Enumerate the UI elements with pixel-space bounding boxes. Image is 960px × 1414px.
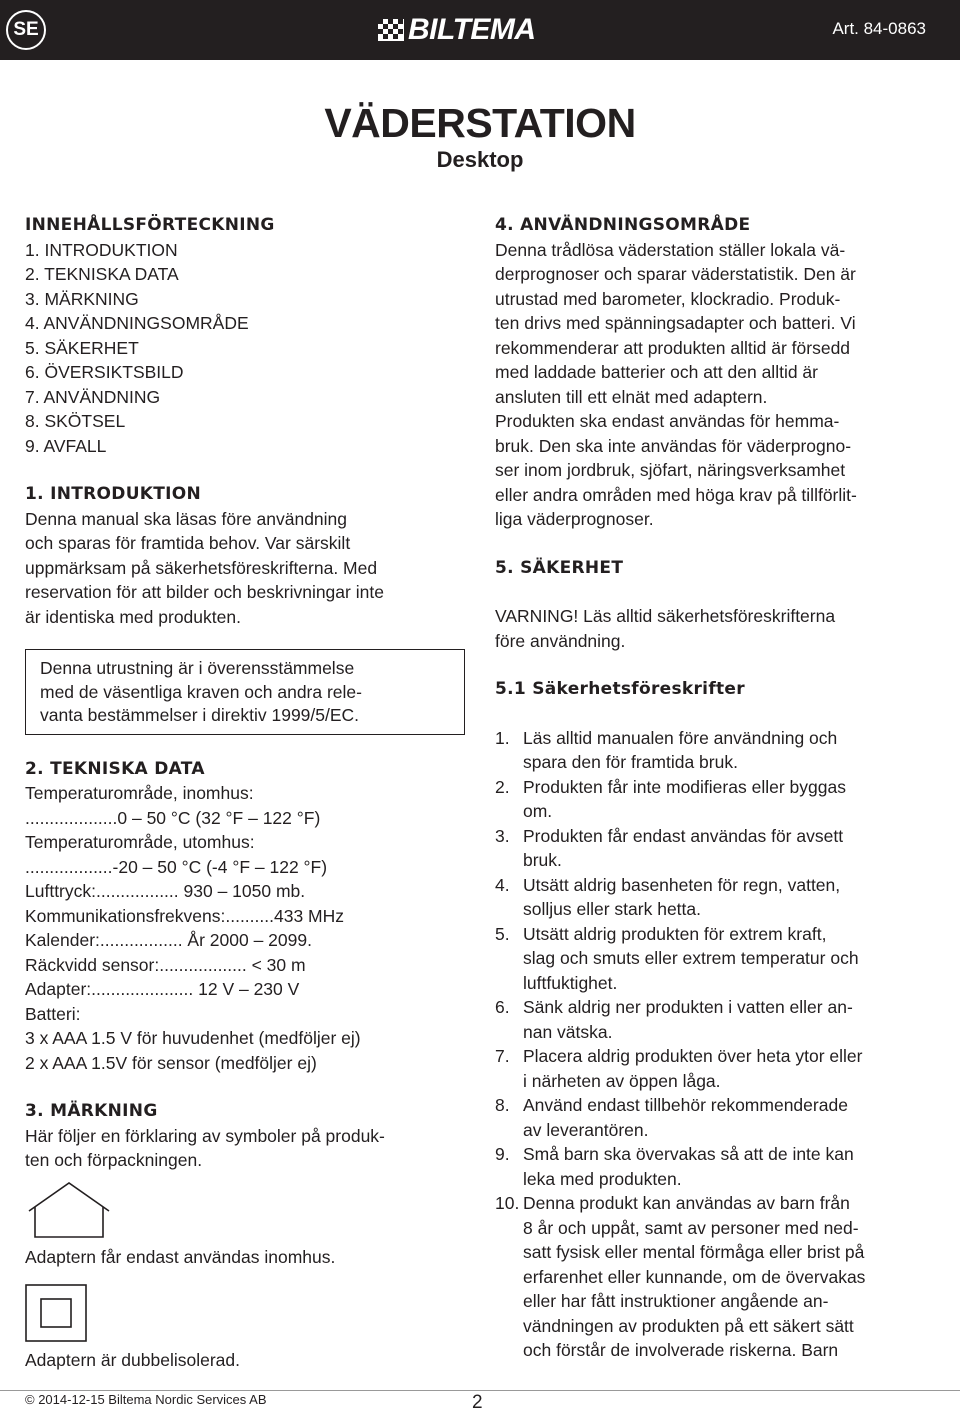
toc-item: 2. TEKNISKA DATA <box>25 264 179 284</box>
header-bar <box>0 0 960 60</box>
right-column <box>495 213 943 1363</box>
intro-text <box>25 507 465 630</box>
toc-list <box>25 238 465 459</box>
list-item-number: 2. <box>495 776 510 797</box>
text-line: vändningen av produkten på ett säkert sätt <box>523 1315 854 1336</box>
page-number: 2 <box>472 1392 483 1413</box>
footer-divider <box>0 1390 960 1391</box>
text-line: luftfuktighet. <box>523 972 618 993</box>
usage-text <box>495 238 943 532</box>
text-line: om. <box>523 801 553 821</box>
toc-item: 5. SÄKERHET <box>25 337 139 358</box>
text-line: Denna utrustning är i överensstämmelse <box>40 658 355 678</box>
list-item <box>495 1044 943 1093</box>
document-title-text: VÄDERSTATION <box>324 100 636 146</box>
toc-item: 3. MÄRKNING <box>25 288 139 309</box>
text-line: Produkten ska endast användas för hemma- <box>495 411 840 431</box>
text-line: bruk. Den ska inte användas för väderprogno- <box>495 435 852 456</box>
text-line: vanta bestämmelser i direktiv 1999/5/EC. <box>40 705 360 725</box>
list-item-number: 3. <box>495 825 510 846</box>
list-item <box>495 922 943 996</box>
text-line: leka med produkten. <box>523 1168 682 1189</box>
text-line: eller har fått instruktioner angående an- <box>523 1291 829 1311</box>
text-line: Denna manual ska läsas före användning <box>25 508 348 529</box>
text-line: Här följer en förklaring av symboler på produk- <box>25 1125 385 1146</box>
text-line: och förstår de involverade riskerna. Barn <box>523 1340 839 1360</box>
list-item-number: 10. <box>495 1193 520 1213</box>
spec-line: Adapter:..................... 12 V – 230 V <box>25 979 300 999</box>
document-title <box>0 100 960 147</box>
warning-line: före användning. <box>495 630 626 651</box>
spec-line: Batteri: <box>25 1003 81 1024</box>
double-insulated-symbol <box>25 1284 465 1349</box>
list-item <box>495 824 943 873</box>
text-line: liga väderprognoser. <box>495 509 654 529</box>
text-line: spara den för framtida bruk. <box>523 752 738 772</box>
warning-line: VARNING! Läs alltid säkerhetsföreskrifterna <box>495 606 836 626</box>
text-line: av leverantören. <box>523 1119 649 1140</box>
text-line: Utsätt aldrig produkten för extrem kraft, <box>523 923 827 944</box>
text-line: satt fysisk eller mental förmåga eller brist på <box>523 1242 865 1262</box>
list-item-number: 9. <box>495 1144 510 1164</box>
spec-line: 2 x AAA 1.5V för sensor (medföljer ej) <box>25 1052 317 1073</box>
text-line: ansluten till ett elnät med adaptern. <box>495 386 768 407</box>
text-line: Denna trådlösa väderstation ställer lokala vä- <box>495 239 846 260</box>
spec-line: ...................0 – 50 °C (32 °F – 122 °F) <box>25 807 321 828</box>
spec-line: ..................-20 – 50 °C (-4 °F – 122 °F) <box>25 856 328 877</box>
list-item-number: 8. <box>495 1095 510 1115</box>
text-line: Placera aldrig produkten över heta ytor eller <box>523 1046 863 1066</box>
safety-rules-list <box>495 726 943 1363</box>
footer-copyright: © 2014-12-15 Biltema Nordic Services AB <box>25 1392 267 1407</box>
text-line: med de väsentliga kraven och andra rele- <box>40 681 362 702</box>
safety-heading: 5. SÄKERHET <box>495 557 624 578</box>
usage-heading: 4. ANVÄNDNINGSOMRÅDE <box>495 215 751 235</box>
text-line: eller andra områden med höga krav på tillförlit- <box>495 484 857 505</box>
document-subtitle: Desktop <box>436 147 524 172</box>
article-number: Art. 84-0863 <box>832 19 926 38</box>
spec-line: Räckvidd sensor:.................. < 30 m <box>25 954 306 975</box>
toc-item: 1. INTRODUKTION <box>25 239 178 260</box>
list-item <box>495 995 943 1044</box>
toc-item: 7. ANVÄNDNING <box>25 386 161 407</box>
left-column <box>25 213 465 1373</box>
checkered-flag-icon <box>378 19 404 41</box>
safety-subheading: 5.1 Säkerhetsföreskrifter <box>495 679 745 699</box>
list-item <box>495 775 943 824</box>
text-line: bruk. <box>523 850 562 870</box>
text-line: ser inom jordbruk, sjöfart, näringsverksamhet <box>495 460 846 480</box>
text-line: reservation för att bilder och beskrivningar inte <box>25 582 384 602</box>
text-line: derprognoser och sparar väderstatistik. Den är <box>495 264 856 284</box>
compliance-notice-box <box>25 649 465 735</box>
house-icon <box>27 1181 111 1239</box>
toc-heading: INNEHÅLLSFÖRTECKNING <box>25 215 275 235</box>
text-line: Produkten får inte modifieras eller byggas <box>523 776 846 797</box>
spec-line: Temperaturområde, inomhus: <box>25 783 254 803</box>
spec-line: Kommunikationsfrekvens:..........433 MHz <box>25 905 345 926</box>
text-line: Sänk aldrig ner produkten i vatten eller an- <box>523 997 853 1017</box>
text-line: Denna produkt kan användas av barn från <box>523 1193 850 1213</box>
list-item-number: 4. <box>495 874 510 895</box>
text-line: ten drivs med spänningsadapter och batteri. Vi <box>495 313 856 333</box>
text-line: Utsätt aldrig basenheten för regn, vatten, <box>523 874 841 895</box>
list-item-number: 6. <box>495 997 510 1017</box>
text-line: ten och förpackningen. <box>25 1150 203 1170</box>
text-line: erfarenhet eller kunnande, om de övervakas <box>523 1266 866 1287</box>
indoor-use-symbol <box>27 1181 465 1246</box>
double-insulated-text: Adaptern är dubbelisolerad. <box>25 1350 241 1370</box>
list-item <box>495 1191 943 1363</box>
text-line: Produkten får endast användas för avsett <box>523 825 844 846</box>
marking-heading: 3. MÄRKNING <box>25 1101 158 1121</box>
text-line: är identiska med produkten. <box>25 606 241 627</box>
list-item-number: 5. <box>495 923 510 944</box>
brand-logo <box>378 12 536 48</box>
toc-item: 6. ÖVERSIKTSBILD <box>25 362 184 382</box>
text-line: rekommenderar att produkten alltid är försedd <box>495 337 851 358</box>
text-line: nan vätska. <box>523 1021 613 1042</box>
text-line: utrustad med barometer, klockradio. Produk- <box>495 288 841 309</box>
spec-line: Kalender:................. År 2000 – 2099. <box>25 930 312 950</box>
text-line: Läs alltid manualen före användning och <box>523 727 838 748</box>
list-item-number: 1. <box>495 727 510 748</box>
spec-line: Temperaturområde, utomhus: <box>25 832 255 852</box>
list-item <box>495 726 943 775</box>
toc-item: 4. ANVÄNDNINGSOMRÅDE <box>25 313 249 333</box>
text-line: solljus eller stark hetta. <box>523 899 701 919</box>
text-line: uppmärksam på säkerhetsföreskrifterna. Med <box>25 557 378 578</box>
toc-item: 8. SKÖTSEL <box>25 411 126 431</box>
double-square-icon <box>25 1284 91 1342</box>
language-badge: SE <box>6 10 46 50</box>
tech-heading: 2. TEKNISKA DATA <box>25 758 205 779</box>
text-line: 8 år och uppåt, samt av personer med ned- <box>523 1217 859 1238</box>
spec-line: Lufttryck:................. 930 – 1050 mb. <box>25 881 306 901</box>
list-item <box>495 873 943 922</box>
list-item <box>495 1093 943 1142</box>
text-line: och sparas för framtida behov. Var särskilt <box>25 533 351 553</box>
intro-heading: 1. INTRODUKTION <box>25 484 202 504</box>
text-line: slag och smuts eller extrem temperatur och <box>523 948 859 968</box>
indoor-use-text: Adaptern får endast användas inomhus. <box>25 1247 336 1267</box>
spec-line: 3 x AAA 1.5 V för huvudenhet (medföljer ej) <box>25 1028 361 1048</box>
text-line: i närheten av öppen låga. <box>523 1070 721 1091</box>
text-line: med laddade batterier och att den alltid är <box>495 362 818 382</box>
list-item <box>495 1142 943 1191</box>
list-item-number: 7. <box>495 1046 510 1066</box>
tech-specs <box>25 781 465 1075</box>
text-line: Använd endast tillbehör rekommenderade <box>523 1095 848 1115</box>
text-line: Små barn ska övervakas så att de inte kan <box>523 1144 854 1164</box>
toc-item: 9. AVFALL <box>25 435 107 456</box>
brand-name: BILTEMA <box>408 13 536 46</box>
